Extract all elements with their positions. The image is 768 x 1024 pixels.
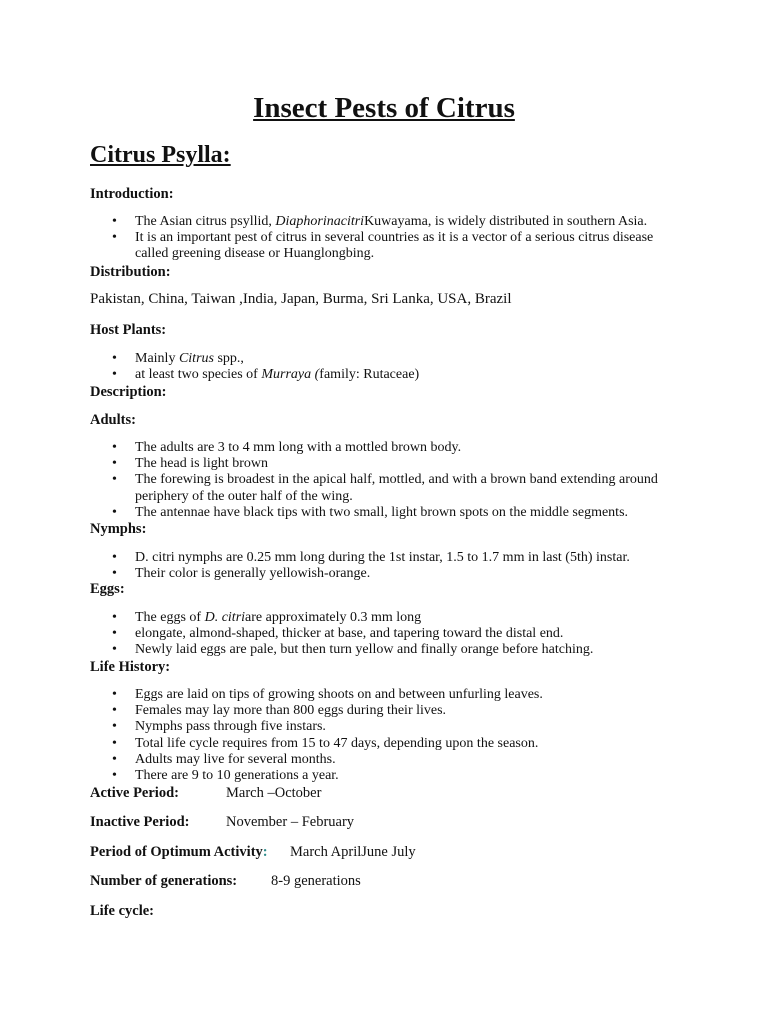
- host-plants-list: [0, 351, 768, 383]
- list-item: • The forewing is broadest in the apical half, mottled, and with a brown band extending around periphery of the outer half of the wing.: [0, 472, 675, 504]
- life-history-heading: Life History:: [90, 659, 171, 675]
- pest-heading: Citrus Psylla:: [90, 142, 231, 168]
- list-item: • Nymphs pass through five instars.: [0, 719, 675, 735]
- list-item: • elongate, almond-shaped, thicker at base, and tapering toward the distal end.: [0, 626, 675, 642]
- list-item: • Total life cycle requires from 15 to 47 days, depending upon the season.: [0, 736, 675, 752]
- optimum-activity-label: Period of Optimum Activity:: [90, 844, 268, 860]
- list-item: • D. citri nymphs are 0.25 mm long during the 1st instar, 1.5 to 1.7 mm in last (5th) instar.: [0, 550, 675, 566]
- list-item: • The Asian citrus psyllid, DiaphorinacitriKuwayama, is widely distributed in southern Asia.: [0, 214, 675, 230]
- life-history-list: [0, 687, 768, 784]
- list-item: • The antennae have black tips with two small, light brown spots on the middle segments.: [0, 505, 675, 521]
- host-plants-heading: Host Plants:: [90, 322, 167, 338]
- list-item: • Their color is generally yellowish-orange.: [0, 566, 675, 582]
- eggs-list: [0, 610, 768, 659]
- active-period-label: Active Period:: [90, 785, 179, 801]
- list-item: • The eggs of D. citriare approximately 0.3 mm long: [0, 610, 675, 626]
- introduction-heading: Introduction:: [90, 186, 174, 202]
- generations-value: 8-9 generations: [271, 873, 361, 889]
- optimum-activity-value: March AprilJune July: [290, 844, 416, 860]
- list-item: • Newly laid eggs are pale, but then turn yellow and finally orange before hatching.: [0, 642, 675, 658]
- list-item: • Eggs are laid on tips of growing shoots on and between unfurling leaves.: [0, 687, 675, 703]
- distribution-text: Pakistan, China, Taiwan ,India, Japan, Burma, Sri Lanka, USA, Brazil: [90, 291, 512, 307]
- list-item: • The head is light brown: [0, 456, 675, 472]
- description-heading: Description:: [90, 384, 167, 400]
- eggs-heading: Eggs:: [90, 581, 125, 597]
- generations-label: Number of generations:: [90, 873, 238, 889]
- life-cycle-heading: Life cycle:: [90, 903, 155, 919]
- list-item: • It is an important pest of citrus in several countries as it is a vector of a serious citrus disease called greening disease or Huanglongbing.: [0, 230, 675, 262]
- introduction-list: [0, 214, 768, 263]
- list-item: • Mainly Citrus spp.,: [0, 351, 675, 367]
- list-item: • at least two species of Murraya (family: Rutaceae): [0, 367, 675, 383]
- list-item: • There are 9 to 10 generations a year.: [0, 768, 675, 784]
- list-item: • Females may lay more than 800 eggs during their lives.: [0, 703, 675, 719]
- list-item: • Adults may live for several months.: [0, 752, 675, 768]
- adults-list: [0, 440, 768, 521]
- page-title: Insect Pests of Citrus: [253, 92, 515, 124]
- list-item: • The adults are 3 to 4 mm long with a mottled brown body.: [0, 440, 675, 456]
- active-period-value: March –October: [226, 785, 322, 801]
- inactive-period-value: November – February: [226, 814, 355, 830]
- inactive-period-label: Inactive Period:: [90, 814, 190, 830]
- nymphs-list: [0, 550, 768, 582]
- nymphs-heading: Nymphs:: [90, 521, 147, 537]
- distribution-heading: Distribution:: [90, 264, 171, 280]
- adults-heading: Adults:: [90, 412, 136, 428]
